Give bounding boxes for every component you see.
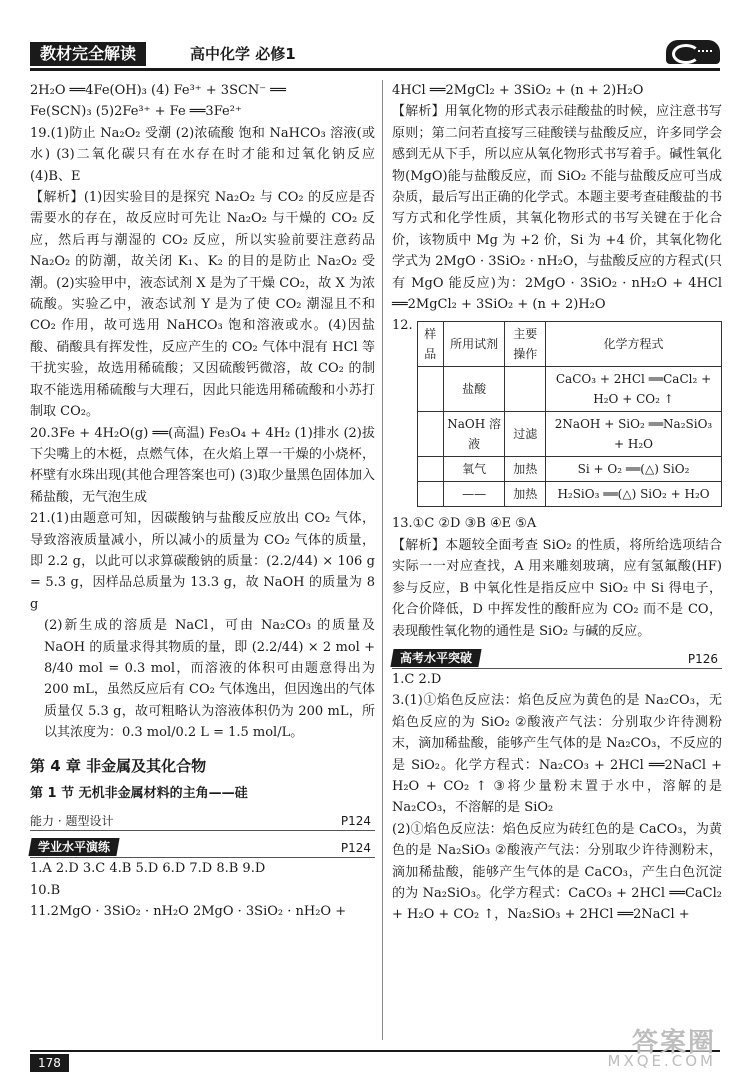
answer-3-part2: (2)①焰色反应法：焰色反应为砖红色的是 CaCO₃，为黄色的是 Na₂SiO₃ ②酸液产气法：分别取少许待测粉末，滴加稀盐酸，能够产生气体的是 CaCO₃，产生白色沉淀的为 Na₂SiO₃。化学方程式：CaCO₃ + 2HCl ══CaCl₂ + H₂O + CO₂ ↑，Na₂SiO₃ + 2HCl ══2NaCl + bbox=[392, 821, 722, 923]
analysis-19: 【解析】(1)因实验目的是探究 Na₂O₂ 与 CO₂ 的反应是否需要水的存在，故反应时可先让 Na₂O₂ 与干燥的 CO₂ 反应，然后再与潮湿的 CO₂ 反应，所以实验前要注意药品 Na₂O₂ 的防潮，故关闭 K₁、K₂ 的目的是防止 Na₂O₂ 受潮。(2)实验甲中，液态试剂 X 是为了干燥 CO₂，故 X 为浓硫酸。实验乙中，液态试剂 Y 是为了使 CO₂ 潮湿且不和 CO₂ 作用，故可选用 NaHCO₃ 饱和溶液或水。(4)因盐酸、硝酸具有挥发性，反应产生的 CO₂ 气体中混有 HCl 等干扰实验，故选用稀硫酸；又因硫酸钙微溶，故 CO₂ 的制取不能选用稀硫酸与大理石，因此只能选用稀硫酸和小苏打制取 CO₂。 bbox=[30, 190, 375, 420]
page-header bbox=[30, 38, 720, 71]
practice-page: P124 bbox=[340, 841, 371, 856]
chapter-title: 第 4 章 非金属及其化合物 bbox=[30, 756, 207, 775]
column-divider bbox=[382, 80, 383, 1040]
table-row bbox=[417, 367, 721, 412]
answer-line: 10.B bbox=[30, 882, 61, 898]
table-cell: 氧气 bbox=[443, 457, 505, 482]
exam-page: P126 bbox=[687, 651, 718, 666]
exam-bar bbox=[392, 648, 722, 669]
answer-11: 11.2MgO · 3SiO₂ · nH₂O 2MgO · 3SiO₂ · nH₂O + bbox=[30, 904, 347, 920]
answer-line: 1.C 2.D bbox=[392, 671, 442, 687]
practice-label: 学业水平演练 bbox=[28, 838, 119, 856]
answer-13: 13.①C ②D ③B ④E ⑤A bbox=[392, 516, 537, 532]
ability-label: 能力 · 题型设计 bbox=[30, 814, 114, 829]
table-cell: 加热 bbox=[505, 457, 546, 482]
practice-bar bbox=[30, 837, 375, 858]
table-cell bbox=[505, 367, 546, 412]
answer-20: 20.3Fe + 4H₂O(g) ══(高温) Fe₃O₄ + 4H₂ (1)排水 (2)拔下尖嘴上的木梃，点燃气体，在火焰上罩一干燥的小烧杯，杯壁有水珠出现(其他合理答案也可) (3)取少量黑色固体加入稀盐酸，无气泡生成 bbox=[30, 425, 375, 505]
section-title: 第 1 节 无机非金属材料的主角——硅 bbox=[30, 786, 248, 801]
answer-19: 19.(1)防止 Na₂O₂ 受潮 (2)浓硫酸 饱和 NaHCO₃ 溶液(或水) (3)二氧化碳只有在水存在时才能和过氧化钠反应 (4)B、E bbox=[30, 125, 375, 184]
right-column bbox=[392, 80, 722, 926]
table-header: 主要操作 bbox=[505, 322, 546, 367]
table-cell: 盐酸 bbox=[443, 367, 505, 412]
analysis-11: 【解析】用氧化物的形式表示硅酸盐的时候，应注意书写原则；第二问若直接写三硅酸镁与盐酸反应，许多同学会感到无从下手，所以应从氧化物形式书写着手。碱性氧化物(MgO)能与盐酸反应，而 SiO₂ 不能与盐酸反应可当成杂质，最后写出正确的化学式。本题主要考查硅酸盐的书写方式和化学性质，其氧化物形式的书写关键在于化合价，该物质中 Mg 为 +2 价，Si 为 +4 价，其氧化物化学式为 2MgO · 3SiO₂ · nH₂O，与盐酸反应的方程式(只有 MgO 能反应)为：2MgO · 3SiO₂ · nH₂O + 4HCl ══2MgCl₂ + 3SiO₂ + (n + 2)H₂O bbox=[392, 104, 722, 313]
table-cell bbox=[417, 367, 443, 412]
table-cell: —— bbox=[443, 482, 505, 507]
table-header: 化学方程式 bbox=[546, 322, 722, 367]
table-row bbox=[417, 457, 721, 482]
table-cell: 2NaOH + SiO₂ ══Na₂SiO₃ + H₂O bbox=[546, 412, 722, 457]
table-cell: CaCO₃ + 2HCl ══CaCl₂ + H₂O + CO₂ ↑ bbox=[546, 367, 722, 412]
table-cell: NaOH 溶液 bbox=[443, 412, 505, 457]
answer-21-part1: 21.(1)由题意可知，因碳酸钠与盐酸反应放出 CO₂ 气体，导致溶液质量减小，所以减小的质量为 CO₂ 气体的质量，即 2.2 g，以此可以求算碳酸钠的质量：(2.2/44) × 106 g = 5.3 g，因样品总质量为 13.3 g，故 NaOH 的质量为 8 g bbox=[30, 511, 375, 612]
watermark-url: MXQE.COM bbox=[607, 1052, 716, 1070]
table-cell bbox=[417, 457, 443, 482]
question-12-number: 12. bbox=[392, 318, 413, 334]
answer-line: 1.A 2.D 3.C 4.B 5.D 6.D 7.D 8.B 9.D bbox=[30, 861, 266, 877]
answer-3-part1: 3.(1)①焰色反应法：焰色反应为黄色的是 Na₂CO₃，无焰色反应的为 SiO₂ ②酸液产气法：分别取少许待测粉末，滴加稀盐酸，能够产生气体的是 Na₂CO₃，不反应的是 SiO₂。化学方程式：Na₂CO₃ + 2HCl ══2NaCl + H₂O + CO₂ ↑ ③将少量粉末置于水中，溶解的是 Na₂CO₃，不溶解的是 SiO₂ bbox=[392, 693, 722, 816]
table-cell: 过滤 bbox=[505, 412, 546, 457]
analysis-13: 【解析】本题较全面考查 SiO₂ 的性质，将所给选项结合实际一一对应查找，A 用来雕刻玻璃，应有氢氟酸(HF)参与反应，B 中氧化性是指反应中 SiO₂ 中 Si 得电子，化合价降低，D 中挥发性的酸酐应为 CO₂ 而不是 CO，表现酸性氧化物的通性是 SiO₂ 与碱的反应。 bbox=[392, 537, 722, 639]
table-row bbox=[417, 412, 721, 457]
answer-21-part2: (2)新生成的溶质是 NaCl，可由 Na₂CO₃ 的质量及 NaOH 的质量求得其物质的量，即 (2.2/44) × 2 mol + 8/40 mol = 0.3 mol，而溶液的体积可由题意得出为 200 mL，虽然反应后有 CO₂ 气体逸出，但因逸出的气体质量仅 5.3 g，故可粗略认为溶液体积仍为 200 mL，所以其浓度为：0.3 mol/0.2 L = 1.5 mol/L。 bbox=[44, 618, 375, 741]
watermark-logo: 答案圈 bbox=[631, 1028, 716, 1058]
table-cell bbox=[417, 482, 443, 507]
page-footer bbox=[30, 1028, 720, 1078]
exam-label: 高考水平突破 bbox=[390, 649, 481, 667]
table-header: 所用试剂 bbox=[443, 322, 505, 367]
table-header-row bbox=[417, 322, 721, 367]
table-row bbox=[417, 482, 721, 507]
page-number: 178 bbox=[30, 1054, 69, 1072]
publisher-logo-icon bbox=[666, 40, 720, 64]
book-brand: 教材完全解读 bbox=[30, 42, 146, 66]
ability-page: P124 bbox=[340, 814, 371, 829]
table-cell: H₂SiO₃ ══(△) SiO₂ + H₂O bbox=[546, 482, 722, 507]
ability-bar bbox=[30, 810, 375, 831]
left-column bbox=[30, 80, 375, 923]
subject-title: 高中化学 必修1 bbox=[190, 45, 296, 63]
equation-line: 4HCl ══2MgCl₂ + 3SiO₂ + (n + 2)H₂O bbox=[392, 83, 644, 98]
reaction-table bbox=[417, 321, 722, 507]
table-header: 样品 bbox=[417, 322, 443, 367]
table-cell: Si + O₂ ══(△) SiO₂ bbox=[546, 457, 722, 482]
answer-line: 2H₂O ══4Fe(OH)₃ (4) Fe³⁺ + 3SCN⁻ ══ bbox=[30, 83, 286, 98]
table-cell: 加热 bbox=[505, 482, 546, 507]
table-cell bbox=[417, 412, 443, 457]
answer-line: Fe(SCN)₃ (5)2Fe³⁺ + Fe ══3Fe²⁺ bbox=[30, 104, 242, 120]
